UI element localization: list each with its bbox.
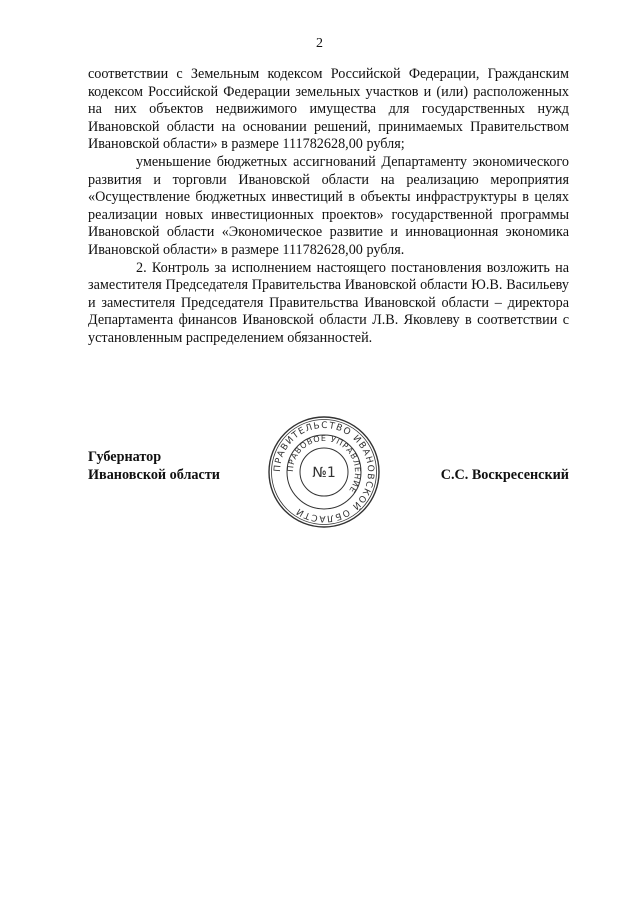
paragraph-budget-decrease: уменьшение бюджетных ассигнований Департаменту экономического развития и торговли Ивановской области на реализацию мероприятия «Осуществление бюджетных инвестиций в объекты инфраструктуры в целях реализации новых инвестиционных проектов» государственной программы Ивановской области «Экономическое развитие и инновационная экономика Ивановской области» в размере 111782628,00 рубля.: [88, 153, 569, 258]
paragraph-budget-increase: соответствии с Земельным кодексом Российской Федерации, Гражданским кодексом Российской Федерации земельных участков и (или) расположенных на них объектов недвижимого имущества для государственных нужд Ивановской области на основании решений, принимаемых Правительством Ивановской области» в размере 111782628,00 рубля;: [88, 66, 569, 153]
signatory-title: [88, 449, 220, 484]
stamp-number: №1: [312, 465, 336, 481]
signatory-title-line2: Ивановской области: [88, 466, 220, 483]
signatory-title-line1: Губернатор: [88, 449, 162, 465]
stamp-inner-text: ПРАВОВОЕ УПРАВЛЕНИЕ: [285, 433, 363, 495]
page-number: 2: [316, 36, 323, 51]
official-stamp: [266, 414, 382, 530]
stamp-outer-text: ПРАВИТЕЛЬСТВО ИВАНОВСКОЙ ОБЛАСТИ: [272, 420, 376, 524]
paragraph-control-clause: 2. Контроль за исполнением настоящего постановления возложить на заместителя Председателя Правительства Ивановской области Ю.В. Васильеву и заместителя Председателя Правительства Ивановской области – директора Департамента финансов Ивановской области Л.В. Яковлеву в соответствии с установленным распределением обязанностей.: [88, 259, 569, 346]
signatory-name: С.С. Воскресенский: [440, 467, 569, 483]
document-body: [88, 66, 569, 348]
